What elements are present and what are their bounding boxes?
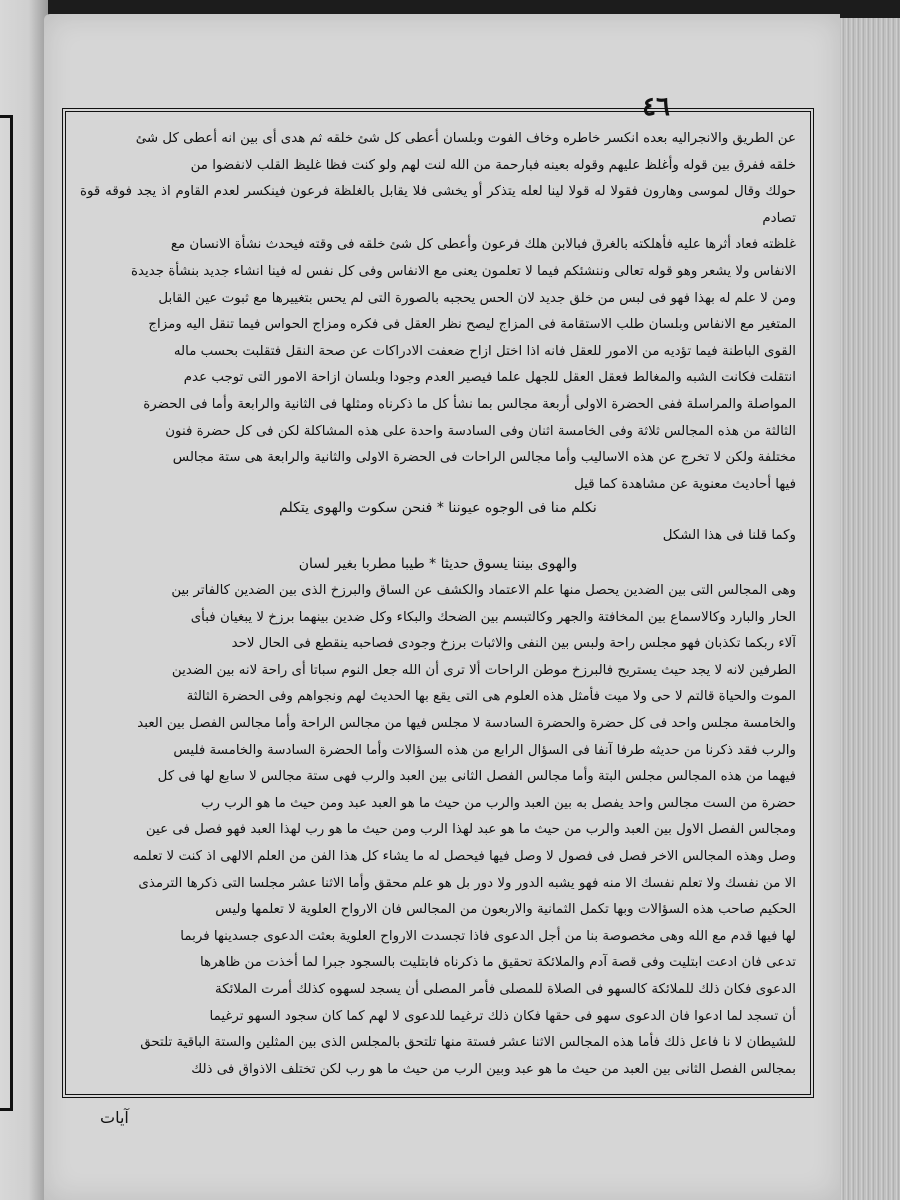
facing-page-edge	[0, 0, 48, 1200]
verse-intro: وكما قلنا فى هذا الشكل	[662, 528, 796, 543]
paragraph-2: وهى المجالس التى بين الضدين يحصل منها علم الاعتماد والكشف عن الساق والبرزخ الذى بين الضدين كالفاتر بين الحار والبارد وكالاسماع بين المخافتة والجهر وكالتبسم بين الضحك والبكاء وكل ضدين بينهما برزخ لا يبغيان فبأى آلاء ربكما تكذبان فهو مجلس راحة ولبس بين النفى والاثبات برزخ وجودى فصاحبه ينقطع فى الحال لاحد الطرفين لانه لا يجد حيث يستريح فالبرزخ موطن الراحات ألا ترى أن الله جعل النوم سباتا أى راحة لانه بين الضدين الموت والحياة قالتم لا حى ولا ميت فأمثل هذه العلوم هى التى يقع بها الحديث لهم ونجواهم وفى الحضرة الثالثة والخامسة مجلس واحد فى كل حضرة والحضرة السادسة لا مجلس فيها من مجالس الراحة وأما مجالس الفصل بين العبد والرب فقد ذكرنا من حديثه طرفا آنفا فى السؤال الرابع من هذه السؤالات وأما الحضرة السادسة والخامسة فليس فيهما من هذه المجالس مجلس البتة وأما مجالس الفصل الثانى بين العبد والرب فهى ستة مجالس لا سابع لها فى كل حضرة من الست مجالس واحد يفصل به بين العبد والرب من حيث ما هو العبد عبد ومن حيث ما هو الرب رب ومجالس الفصل الاول بين العبد والرب من حيث ما هو عبد لهذا الرب ومن حيث ما هو رب لهذا العبد فهو فصل فى عين وصل وهذه المجالس الاخر فصل فى فصول لا وصل فيها فيحصل له ما يشاء كل هذا الفن من العلم الالهى اذ كنت لا تعلمه الا من نفسك ولا تعلم نفسك الا منه فهو يشبه الدور ولا دور بل هو علم محقق وأما الاثنا عشر مجلسا التى ذكرها الترمذى الحكيم صاحب هذه السؤالات وبها تكمل الثمانية والاربعون من المجالس فان الارواح العلوية لا تعلمها وليس لها فيها قدم مع الله وهى مخصوصة بنا من أجل الدعوى فاذا تجسدت الارواح العلوية بعثت الدعوى جسدينها فربما تدعى فان ادعت ابتليت وفى قصة آدم والملائكة تحقيق ما ذكرناه فابتليت بالسجود جبرا لما أخذت من ظاهرها الدعوى فكان ذلك للملائكة كالسهو فى الصلاة للمصلى فأمر المصلى أن يسجد لسهوه كذلك أمرت الملائكة أن تسجد لما ادعوا فان الدعوى سهو فى حقها فكان ذلك ترغيما للدعوى لا لهم كما كان سجود السهو ترغيما للشيطان لا نا فاعل ذلك فأما هذه المجالس الاثنا عشر فستة منها تلتحق بالمجلس الذى بين المثلين والستة الباقية تلتحق بمجالس الفصل الثانى بين العبد من حيث ما هو عبد وبين الرب من حيث ما هو رب لكن تختلف الاذواق فى ذلك	[132, 583, 796, 1077]
text-frame	[62, 108, 814, 1098]
catchword: آيات	[100, 1108, 129, 1127]
page-number: ٤٦	[642, 92, 670, 122]
verse-1: نكلم منا فى الوجوه عيوننا * فنحن سكوت والهوى يتكلم	[279, 500, 597, 516]
verse-2: والهوى بيننا يسوق حديثا * طيبا مطربا بغير لسان	[298, 556, 578, 572]
paragraph-1: عن الطريق والانجراليه بعده انكسر خاطره وخاف الفوت وبلسان أعطى كل شئ خلقه ثم هدى أى بين انه أعطى كل شئ خلقه ففرق بين قوله وأغلظ عليهم وقوله بعينه فبارحمة من الله لنت لهم ولو كنت فظا غليظ القلب لانفضوا من حولك وقال لموسى وهارون فقولا له قولا لينا لعله يتذكر أو يخشى فلا يقابل بالغلظة فرعون فينكسر لعدم القاوم اذ يجد فوقه قوة تصادم غلظته فعاد أثرها عليه فأهلكته بالغرق فبالابن هلك فرعون وأعطى كل شئ خلقه فى وقته فيحدث نشأة الانسان مع الانفاس ولا يشعر وهو قوله تعالى وننشئكم فيما لا تعلمون يعنى مع الانفاس وفى كل نفس له فينا انشاء جديد بنشأة جديدة ومن لا علم له بهذا فهو فى لبس من خلق جديد لان الحس يحجبه بالصورة التى لم يحس بتغييرها مع ثبوت عين القابل المتغير مع الانفاس وبلسان طلب الاستقامة فى المزاج ليصح نظر العقل فى فكره ومزاج الحواس فيما تنقل اليه ومزاج القوى الباطنة فيما تؤديه من الامور للعقل فانه اذا اختل ازاح ضعفت الادراكات عن صحة النقل فتقلبت بحسب ماله انتقلت فكانت الشبه والمغالط فعقل العقل للجهل علما فيصير العدم وجودا وبلسان ازاحة الامور التى توجب عدم المواصلة والمراسلة ففى الحضرة الاولى أربعة مجالس بما نشأ كل ما ذكرناه ومثلها فى الثانية والرابعة وأما فى الحضرة الثالثة من هذه المجالس ثلاثة وفى الخامسة اثنان وفى السادسة واحدة على هذه المشاكلة لكن فى كل حضرة فنون مختلفة ولكن لا تخرج عن هذه الاساليب وأما مجالس الراحات فى الحضرة الاولى والثانية والرابعة هى ستة مجالس فيها أحاديث معنوية عن مشاهدة كما قيل	[80, 131, 796, 492]
facing-page-border	[0, 115, 13, 1111]
